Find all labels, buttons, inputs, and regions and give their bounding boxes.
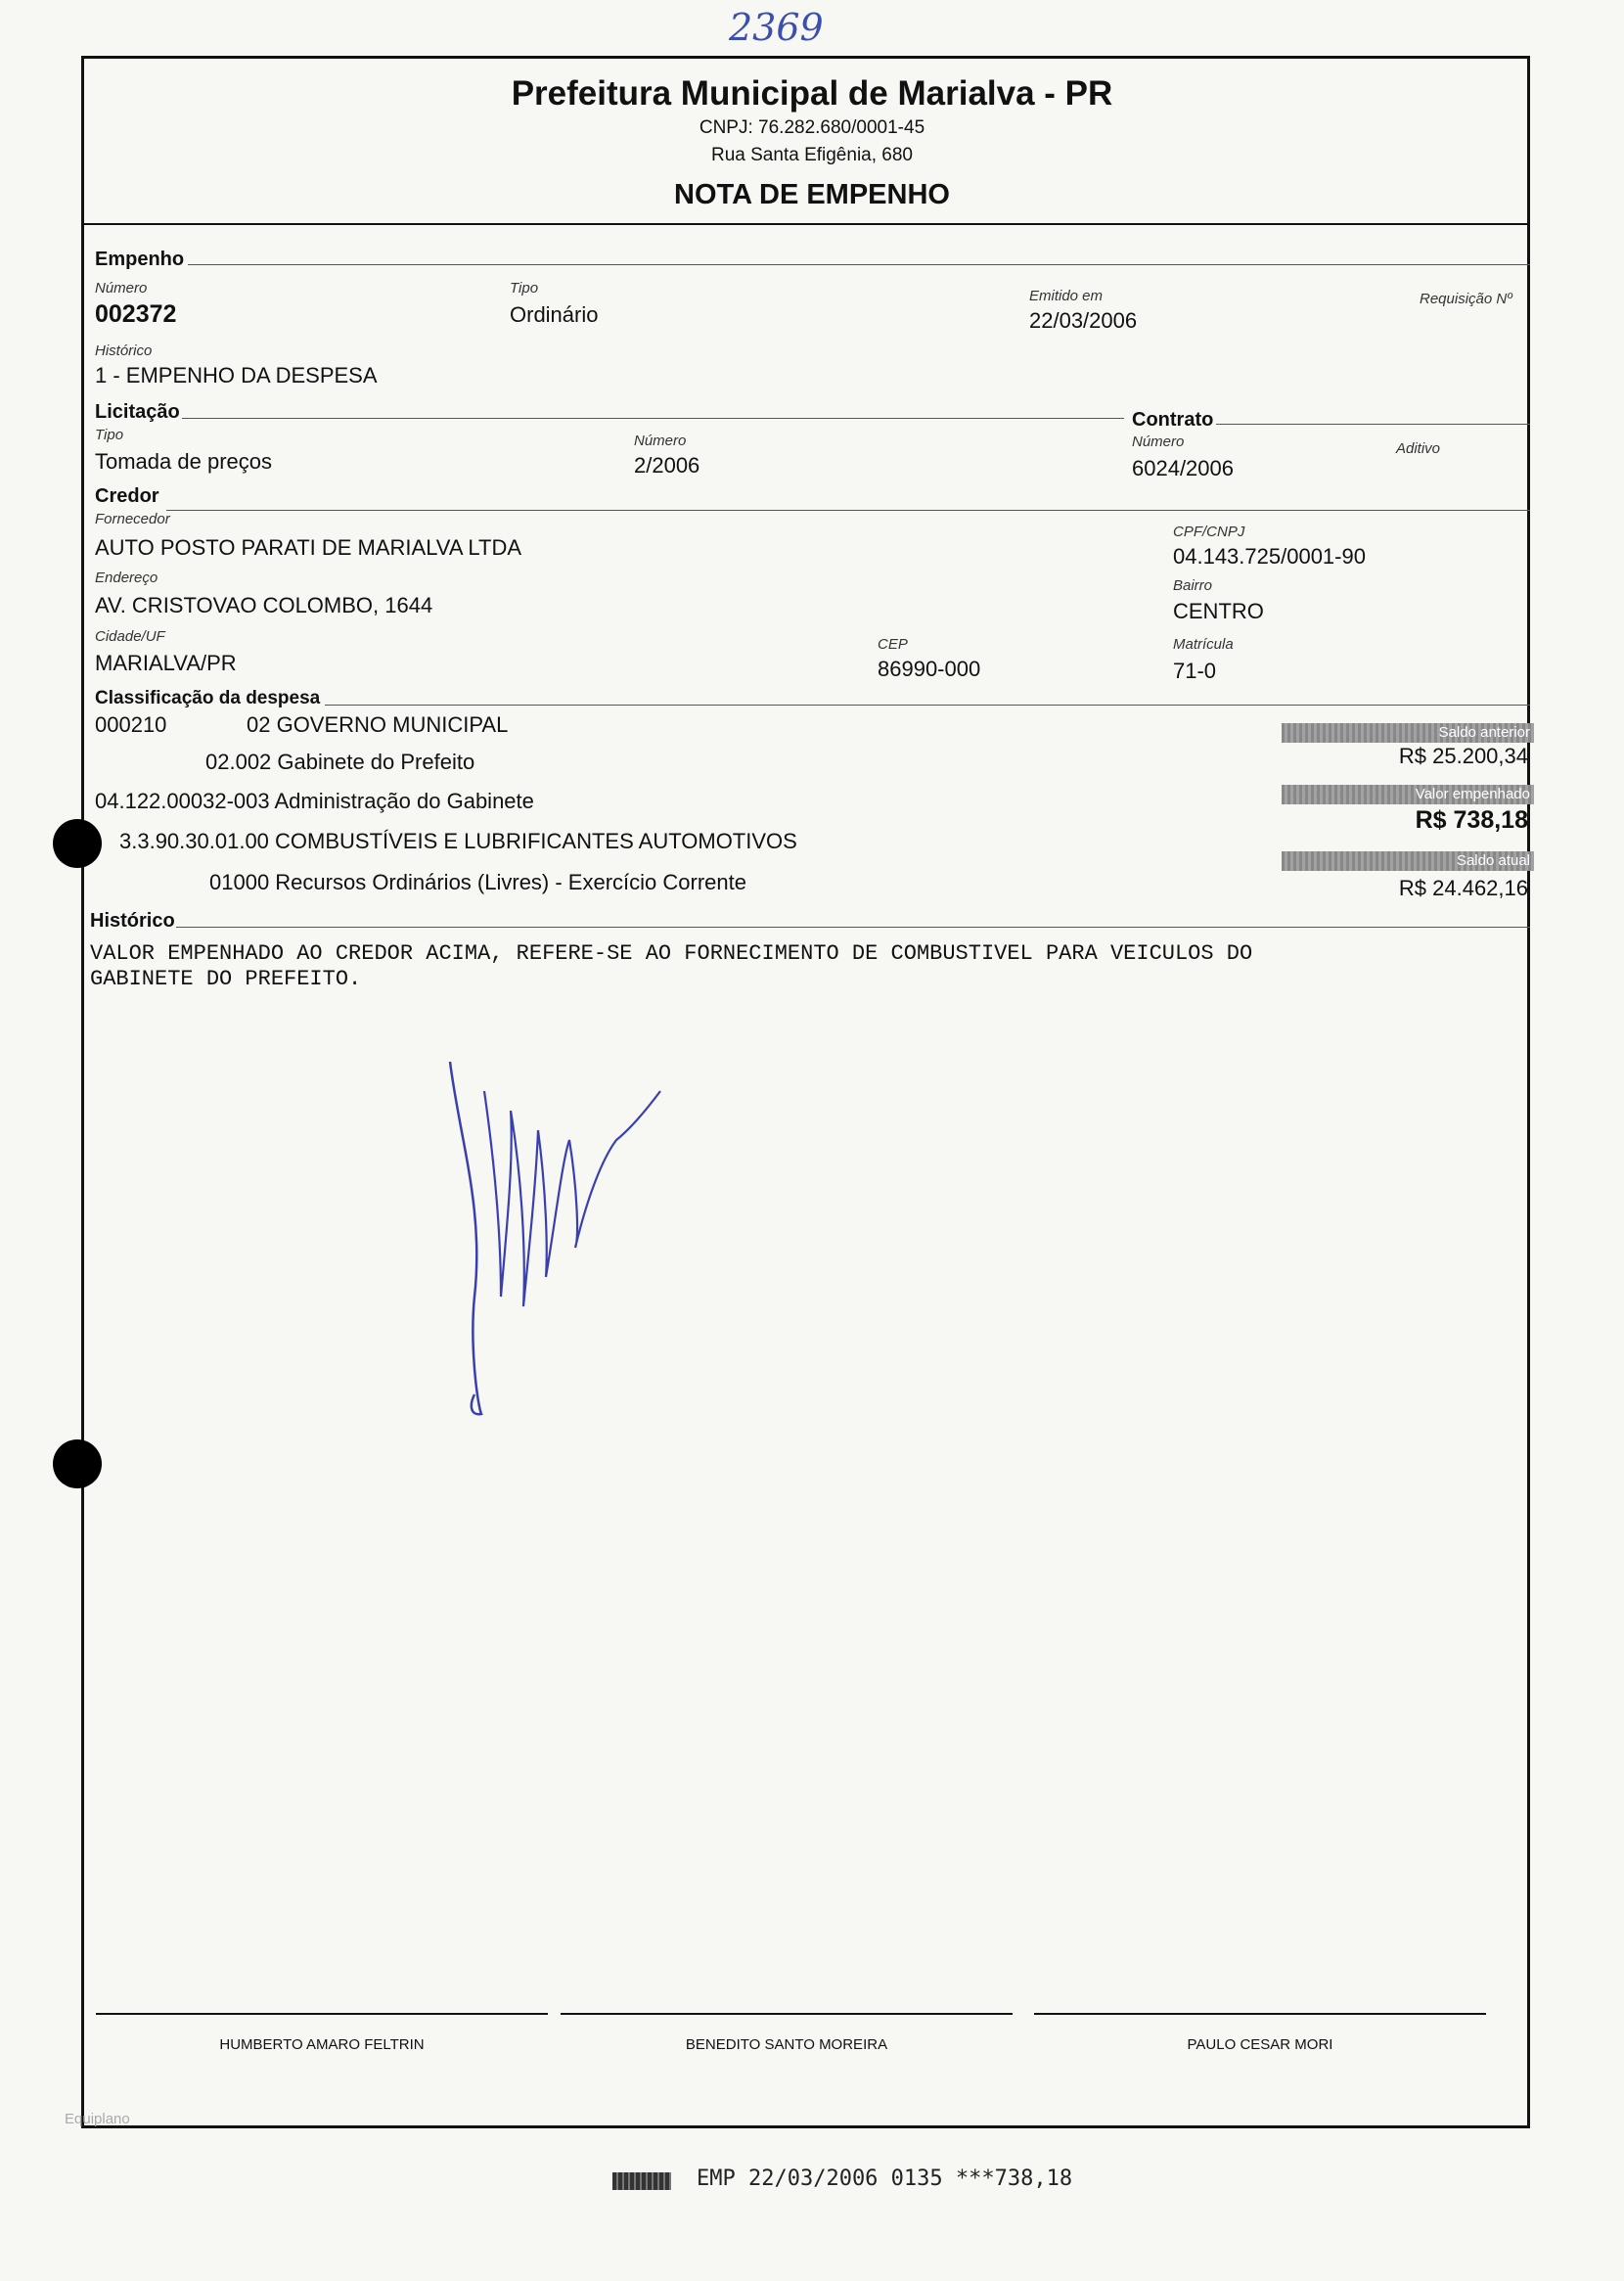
cpf-label: CPF/CNPJ — [1173, 524, 1245, 540]
classificacao-line2: 02.002 Gabinete do Prefeito — [205, 750, 475, 774]
signature-name-1: HUMBERTO AMARO FELTRIN — [219, 2036, 425, 2053]
endereco: AV. CRISTOVAO COLOMBO, 1644 — [95, 593, 433, 617]
validation-stamp: EMP 22/03/2006 0135 ***738,18 — [697, 2167, 1073, 2191]
classificacao-line3: 04.122.00032-003 Administração do Gabinete — [95, 789, 534, 813]
empenho-numero-label: Número — [95, 280, 148, 297]
fornecedor-label: Fornecedor — [95, 511, 170, 527]
section-classificacao-line — [325, 705, 1530, 706]
empenho-tipo-label: Tipo — [510, 280, 539, 297]
section-credor-line — [166, 510, 1530, 511]
requisicao-label: Requisição Nº — [1420, 291, 1512, 307]
signature-name-2: BENEDITO SANTO MOREIRA — [685, 2036, 888, 2053]
handwritten-signature — [440, 1052, 665, 1424]
matricula-label: Matrícula — [1173, 636, 1234, 653]
stamp-icon — [612, 2172, 671, 2190]
signature-name-3: PAULO CESAR MORI — [1187, 2036, 1333, 2053]
historico-line1: VALOR EMPENHADO AO CREDOR ACIMA, REFERE-SE AO FORNECIMENTO DE COMBUSTIVEL PARA VEICULOS DO — [90, 941, 1253, 966]
saldo-atual: R$ 24.462,16 — [1398, 876, 1528, 900]
valor-empenhado: R$ 738,18 — [1415, 806, 1528, 834]
software-label: Equiplano — [65, 2111, 130, 2127]
address-text: Rua Santa Efigênia, 680 — [711, 145, 913, 165]
section-historico: Histórico — [90, 910, 175, 932]
classificacao-line5: 01000 Recursos Ordinários (Livres) - Exercício Corrente — [209, 870, 746, 894]
cep-label: CEP — [878, 636, 908, 653]
empenho-historico: 1 - EMPENHO DA DESPESA — [95, 363, 378, 388]
endereco-label: Endereço — [95, 570, 158, 586]
bairro-label: Bairro — [1173, 577, 1213, 594]
cpf: 04.143.725/0001-90 — [1173, 544, 1366, 569]
section-historico-line — [176, 927, 1530, 928]
classificacao-line1: 02 GOVERNO MUNICIPAL — [247, 712, 509, 737]
handwritten-page-number: 2369 — [729, 6, 824, 49]
contrato-numero-label: Número — [1132, 433, 1185, 450]
section-credor: Credor — [95, 485, 159, 507]
section-contrato: Contrato — [1132, 409, 1214, 431]
cidade: MARIALVA/PR — [95, 651, 237, 675]
valor-empenhado-badge: Valor empenhado — [1282, 785, 1534, 804]
punch-hole-top — [53, 819, 102, 868]
classificacao-code: 000210 — [95, 712, 167, 737]
section-classificacao: Classificação da despesa — [95, 688, 321, 708]
page-title: Prefeitura Municipal de Marialva - PR — [511, 74, 1113, 113]
fornecedor: AUTO POSTO PARATI DE MARIALVA LTDA — [95, 535, 522, 560]
licitacao-numero: 2/2006 — [634, 453, 700, 478]
empenho-tipo: Ordinário — [510, 302, 599, 327]
saldo-anterior: R$ 25.200,34 — [1398, 744, 1528, 768]
empenho-historico-label: Histórico — [95, 342, 153, 359]
licitacao-tipo: Tomada de preços — [95, 449, 272, 474]
header-separator — [81, 223, 1530, 225]
signature-line-3 — [1034, 2013, 1486, 2015]
licitacao-numero-label: Número — [634, 433, 687, 449]
saldo-anterior-badge: Saldo anterior — [1282, 723, 1534, 743]
saldo-atual-badge: Saldo atual — [1282, 851, 1534, 871]
cidade-label: Cidade/UF — [95, 628, 165, 645]
licitacao-tipo-label: Tipo — [95, 427, 124, 443]
section-contrato-line — [1216, 424, 1530, 425]
emitido-date: 22/03/2006 — [1029, 308, 1138, 333]
section-licitacao-line — [182, 418, 1124, 419]
aditivo-label: Aditivo — [1396, 440, 1441, 457]
contrato-numero: 6024/2006 — [1132, 456, 1234, 480]
cnpj-text: CNPJ: 76.282.680/0001-45 — [699, 117, 925, 138]
historico-line2: GABINETE DO PREFEITO. — [90, 967, 362, 991]
bairro: CENTRO — [1173, 599, 1264, 623]
signature-line-1 — [96, 2013, 548, 2015]
section-licitacao: Licitação — [95, 401, 180, 423]
matricula: 71-0 — [1173, 659, 1217, 683]
emitido-label: Emitido em — [1029, 288, 1104, 304]
classificacao-line4: 3.3.90.30.01.00 COMBUSTÍVEIS E LUBRIFICANTES AUTOMOTIVOS — [119, 829, 797, 853]
punch-hole-bottom — [53, 1439, 102, 1488]
signature-line-2 — [561, 2013, 1013, 2015]
cep: 86990-000 — [878, 657, 981, 681]
empenho-numero: 002372 — [95, 300, 177, 328]
document-title: NOTA DE EMPENHO — [674, 179, 950, 210]
section-empenho: Empenho — [95, 249, 185, 270]
section-empenho-line — [188, 264, 1530, 265]
